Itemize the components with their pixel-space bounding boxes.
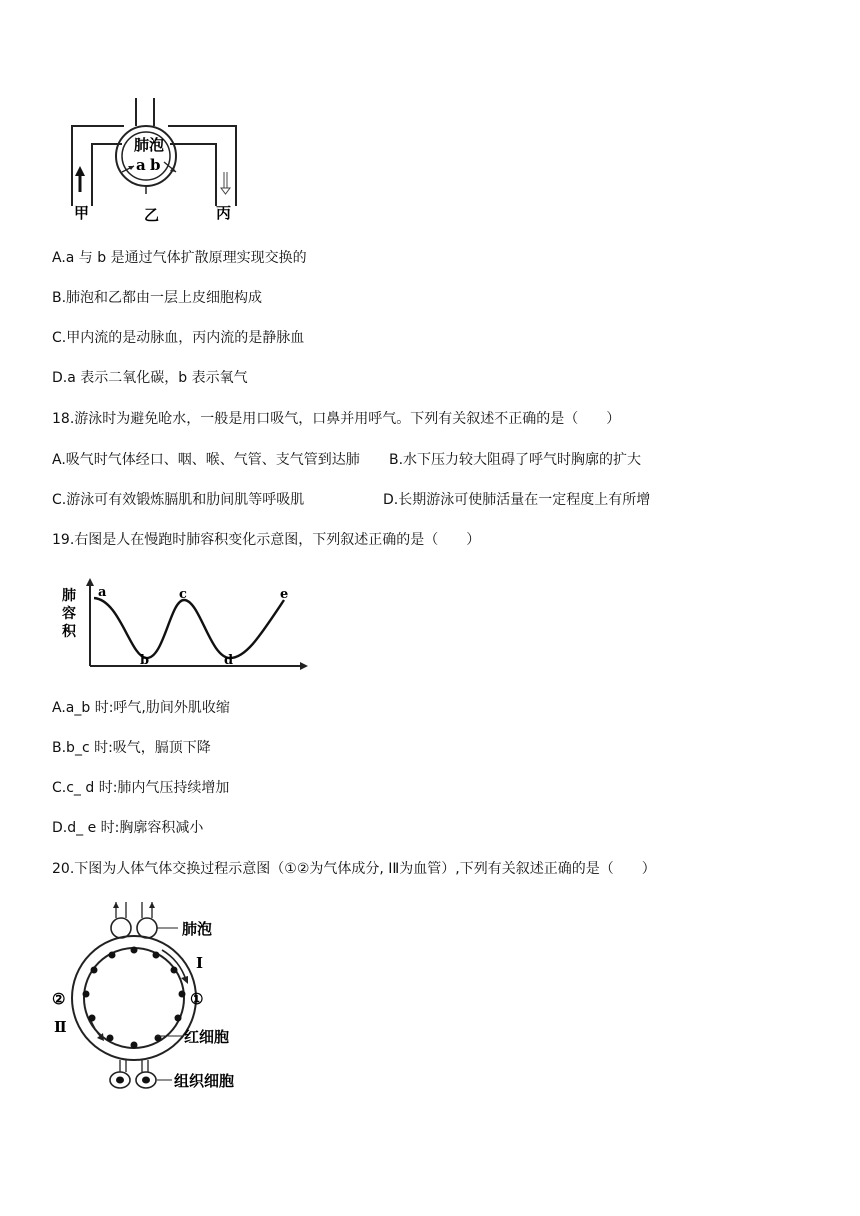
q18-option-a: A.吸气时气体经口、咽、喉、气管、支气管到达肺 <box>52 452 360 468</box>
vessel-2-label: Ⅱ <box>54 1018 67 1036</box>
alveolus-label: 肺泡 <box>134 136 165 154</box>
q19-option-b: B.b_c 时:吸气，膈顶下降 <box>52 740 211 756</box>
vessel-jia-label: 甲 <box>74 204 90 222</box>
lung-volume-curve <box>94 598 284 658</box>
q18-stem: 18.游泳时为避免呛水，一般是用口吸气，口鼻并用呼气。下列有关叙述不正确的是（ ） <box>52 411 621 427</box>
vessel-yi-label: 乙 <box>144 206 160 224</box>
ylabel-char-3: 积 <box>62 624 76 640</box>
q17-option-a: A.a 与 b 是通过气体扩散原理实现交换的 <box>52 250 307 266</box>
q18-option-b: B.水下压力较大阻碍了呼气时胸廓的扩大 <box>389 452 642 468</box>
vessel-bing-label: 丙 <box>216 204 232 222</box>
rbc-label: 红细胞 <box>184 1028 230 1046</box>
q17-option-c: C.甲内流的是动脉血，丙内流的是静脉血 <box>52 330 305 346</box>
gas-exchange-figure <box>50 898 250 1090</box>
point-c-label: c <box>179 587 187 602</box>
tissue-cell-label: 组织细胞 <box>174 1072 235 1090</box>
alveolus-capillary-figure <box>64 96 254 226</box>
ylabel-char-1: 肺 <box>62 588 76 604</box>
q17-option-d: D.a 表示二氧化碳，b 表示氧气 <box>52 370 248 386</box>
q19-option-d: D.d_ e 时:胸廓容积减小 <box>52 820 204 836</box>
q17-option-b: B.肺泡和乙都由一层上皮细胞构成 <box>52 290 263 306</box>
q19-option-c: C.c_ d 时:肺内气压持续增加 <box>52 780 230 796</box>
gas-1-label: ① <box>190 990 204 1008</box>
q20-stem: 20.下图为人体气体交换过程示意图（①②为气体成分, ⅠⅡ为血管）,下列有关叙述正确的是（ ） <box>52 861 656 877</box>
point-a-label: a <box>98 585 107 600</box>
lung-volume-figure <box>60 576 312 672</box>
point-d-label: d <box>224 653 234 668</box>
gas-b-label: b <box>150 156 161 174</box>
point-e-label: e <box>280 587 289 602</box>
q19-option-a: A.a_b 时:呼气,肋间外肌收缩 <box>52 700 230 716</box>
q18-option-d: D.长期游泳可使肺活量在一定程度上有所增 <box>383 492 651 508</box>
q18-option-c: C.游泳可有效锻炼膈肌和肋间肌等呼吸肌 <box>52 492 305 508</box>
point-b-label: b <box>140 653 150 668</box>
q19-stem: 19.右图是人在慢跑时肺容积变化示意图，下列叙述正确的是（ ） <box>52 532 481 548</box>
gas-a-label: a <box>136 156 146 174</box>
gas-2-label: ② <box>52 990 66 1008</box>
vessel-1-label: Ⅰ <box>196 954 204 972</box>
alveolus-label: 肺泡 <box>182 920 213 938</box>
ylabel-char-2: 容 <box>62 606 76 622</box>
